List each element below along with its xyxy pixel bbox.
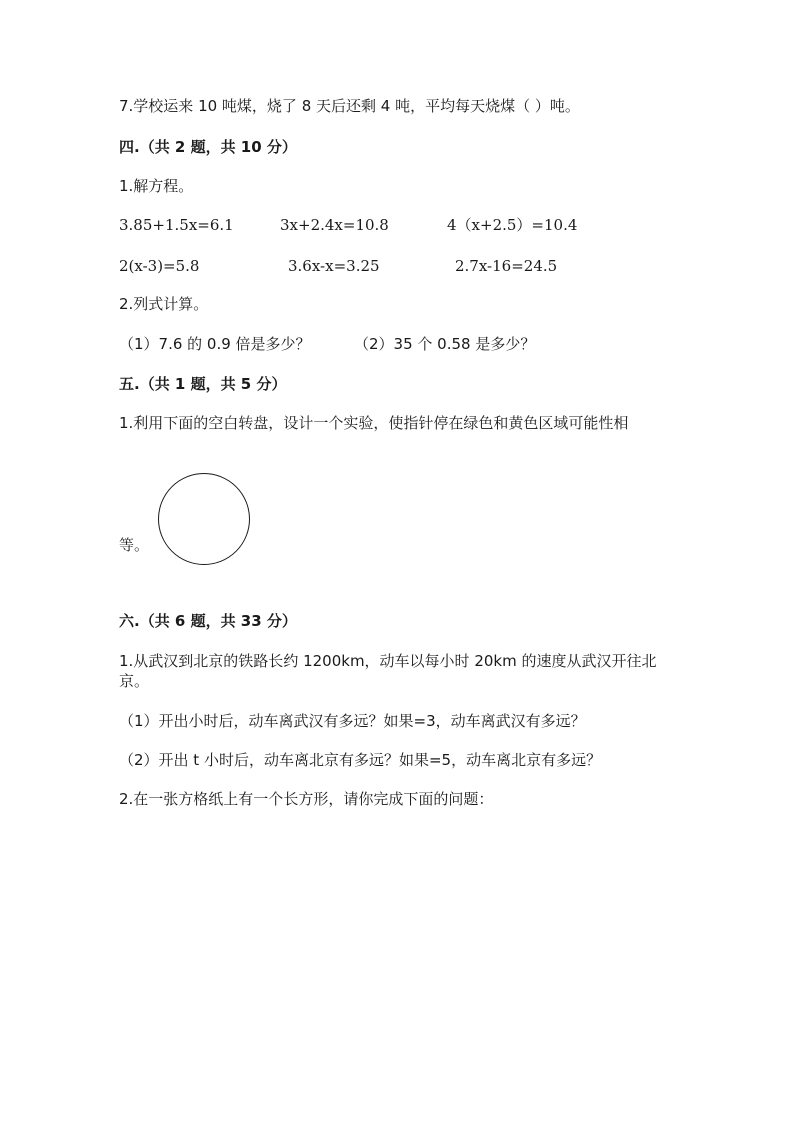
equation-2: 3x+2.4x=10.8 [280,216,389,234]
section-5-q1-line1: 1.利用下面的空白转盘，设计一个实验，使指针停在绿色和黄色区域可能性相 [119,414,629,432]
equation-5: 3.6x-x=3.25 [288,257,380,275]
section-4-q2-title: 2.列式计算。 [119,295,209,313]
section-6-q2: 2.在一张方格纸上有一个长方形，请你完成下面的问题： [119,790,494,808]
section-6-q1-part2: （2）开出 t 小时后，动车离北京有多远？如果=5，动车离北京有多远？ [119,751,602,769]
section-6-q1-part1: （1）开出小时后，动车离武汉有多远？如果=3，动车离武汉有多远？ [119,712,586,730]
equation-3: 4（x+2.5）=10.4 [447,216,578,234]
equation-6: 2.7x-16=24.5 [455,257,558,275]
equation-4: 2(x-3)=5.8 [119,257,200,275]
section-4-q2-part2: （2）35 个 0.58 是多少？ [354,335,536,353]
section-5-q1-line2: 等。 [119,536,150,554]
section-4-q1-title: 1.解方程。 [119,177,194,195]
section-4-q2-part1: （1）7.6 的 0.9 倍是多少？ [119,335,311,353]
equation-1: 3.85+1.5x=6.1 [119,216,234,234]
section-6-title: 六.（共 6 题，共 33 分） [119,612,297,630]
section-6-q1-line1: 1.从武汉到北京的铁路长约 1200km，动车以每小时 20km 的速度从武汉开往北 [119,652,657,670]
question-7: 7.学校运来 10 吨煤，烧了 8 天后还剩 4 吨，平均每天烧煤（ ）吨。 [119,97,580,115]
section-5-title: 五.（共 1 题，共 5 分） [119,375,287,393]
section-6-q1-line2: 京。 [119,672,150,690]
blank-spinner-circle [158,473,250,565]
section-4-title: 四.（共 2 题，共 10 分） [119,138,297,156]
